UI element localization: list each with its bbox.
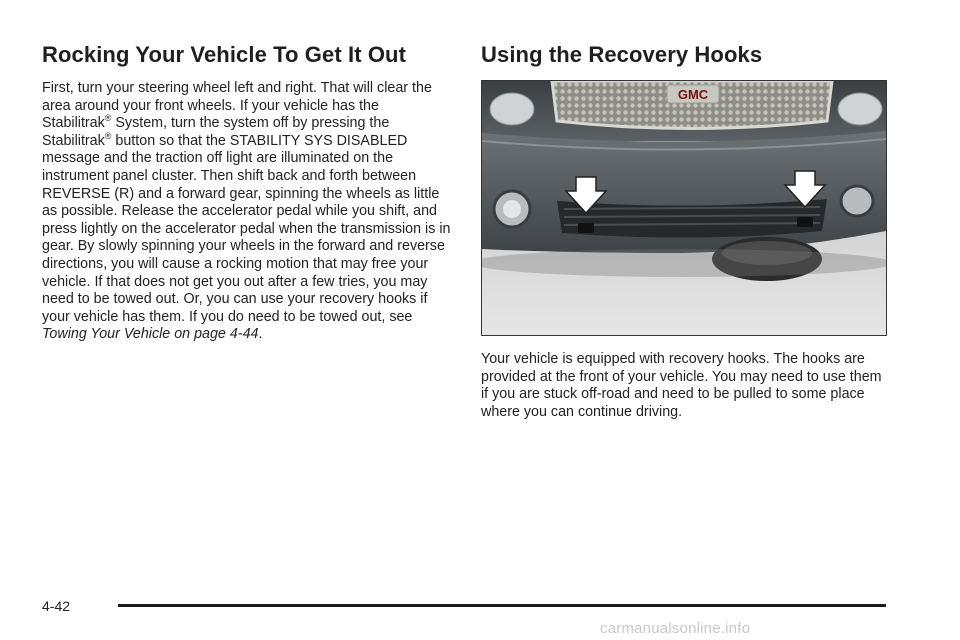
recovery-hooks-paragraph: Your vehicle is equipped with recovery hooks. The hooks are provided at the front of your vehicle. You may need to use them if you are stuck off-road and need to be pulled to some place where you can continue driving. — [481, 351, 882, 420]
registered-mark: ® — [104, 113, 112, 124]
fog-light-right — [841, 186, 873, 216]
gmc-badge-text: GMC — [677, 87, 709, 102]
headlight-right — [838, 93, 882, 125]
watermark: carmanualsonline.info — [600, 620, 751, 637]
right-column — [481, 42, 887, 421]
floor-shadow — [481, 249, 887, 277]
section-heading-recovery-hooks: Using the Recovery Hooks — [481, 42, 763, 67]
left-column — [42, 42, 452, 344]
rocking-text-1: First, turn your steering wheel left and right. That will clear the area around your front wheels. If your vehicle has the Stabilitrak — [42, 80, 432, 132]
recovery-hook-right — [797, 217, 813, 227]
rocking-text-3: button so that the STABILITY SYS DISABLED message and the traction off light are illuminated on the instrument panel cluster. Then shift back and forth between REVERSE (R) and a forward gear, spinning the wheels as little as possible. Release the accelerator pedal while you shift, and press lightly on the accelerator pedal when the transmission is in gear. By slowly spinning your wheels in the forward and reverse directions, you will cause a rocking motion that may free your vehicle. If that does not get you out after a few tries, you may need to be towed out. Or, you can use your recovery hooks if your vehicle has them. If you do need to be towed out, see — [42, 132, 451, 325]
fog-light-left-lens — [503, 200, 521, 218]
recovery-hook-left — [578, 223, 594, 233]
rocking-text-end: . — [258, 326, 263, 343]
recovery-hooks-photo — [481, 80, 887, 336]
rocking-paragraph — [42, 80, 452, 344]
rocking-text-2: System, turn the system off by pressing the Stabilitrak — [42, 115, 390, 149]
footer-rule — [118, 604, 886, 607]
towing-reference-link[interactable]: Towing Your Vehicle on page 4-44 — [42, 326, 259, 343]
page-number: 4-42 — [42, 598, 71, 614]
headlight-left — [490, 93, 534, 125]
section-heading-rocking: Rocking Your Vehicle To Get It Out — [42, 42, 407, 67]
registered-mark: ® — [104, 130, 112, 141]
